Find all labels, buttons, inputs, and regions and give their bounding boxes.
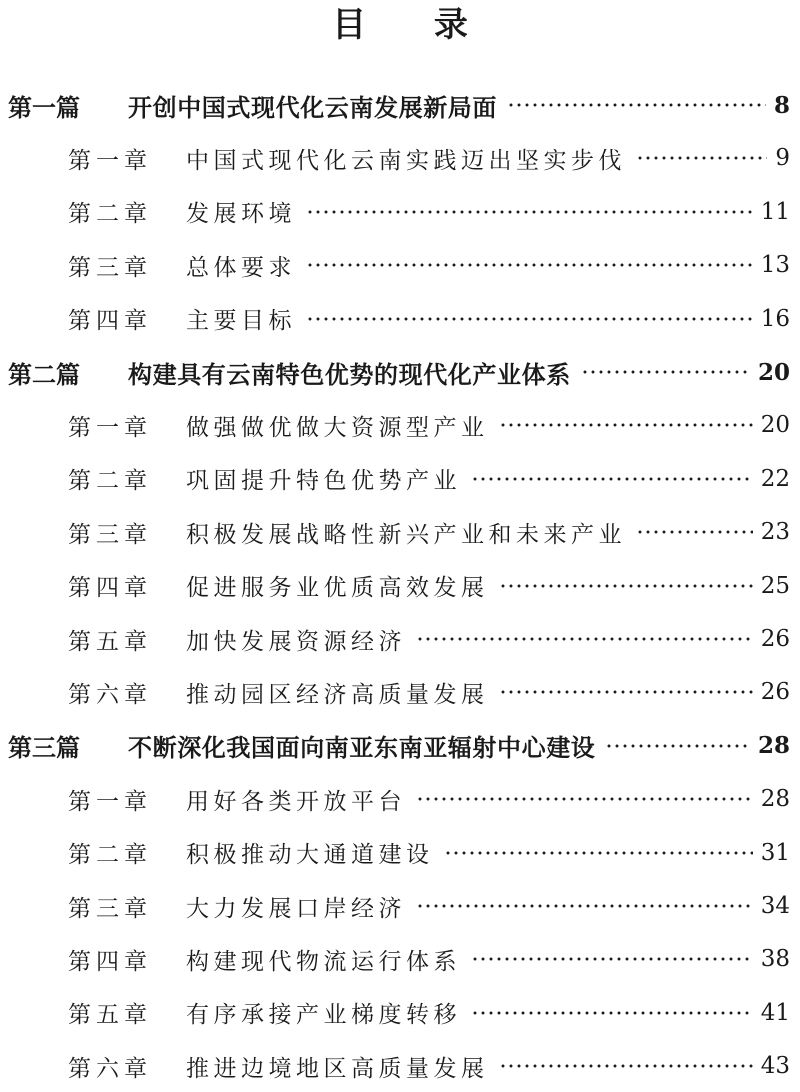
toc-entry-label [0, 302, 296, 335]
toc-entry-number: 第四章 [68, 948, 152, 975]
toc-entry-number: 第二章 [68, 468, 152, 495]
toc-entry-number: 第五章 [68, 1002, 152, 1029]
toc-page-number: 20 [757, 358, 790, 386]
toc-entry-label [0, 409, 489, 442]
toc-entry-label [0, 88, 497, 123]
toc-entry-number: 第二章 [68, 842, 152, 869]
toc-page-number: 22 [760, 465, 790, 492]
toc-page-number: 28 [757, 732, 790, 760]
toc-entry-number: 第三章 [68, 521, 152, 548]
toc-entry-title: 主要目标 [186, 308, 296, 335]
toc-entry-title: 构建现代物流运行体系 [186, 948, 461, 975]
toc-chapter-entry[interactable] [0, 560, 790, 612]
toc-page-number: 8 [773, 91, 790, 119]
toc-page-number: 43 [760, 1053, 790, 1080]
toc-entry-number: 第一章 [68, 147, 152, 174]
toc-chapter-entry[interactable] [0, 186, 790, 238]
toc-entry-title: 推动园区经济高质量发展 [186, 681, 489, 708]
dot-leader [471, 956, 753, 962]
toc-chapter-entry[interactable] [0, 399, 790, 451]
dot-leader [416, 796, 753, 802]
dot-leader [416, 636, 753, 642]
toc-page-number: 34 [760, 893, 790, 919]
toc-entry-title: 加快发展资源经济 [186, 628, 406, 655]
toc-entry-title: 中国式现代化云南实践迈出坚实步伐 [186, 147, 626, 174]
dot-leader [636, 529, 753, 535]
toc-chapter-entry[interactable] [0, 666, 790, 718]
toc-page-number: 26 [760, 626, 790, 652]
toc-entry-title: 用好各类开放平台 [186, 788, 406, 815]
toc-page-number: 25 [760, 572, 790, 599]
toc-page-number: 16 [760, 305, 790, 332]
toc-page-number: 41 [760, 999, 790, 1026]
toc-page-number: 9 [775, 145, 790, 172]
toc-entry-title: 构建具有云南特色优势的现代化产业体系 [128, 360, 571, 389]
toc-entry-label [0, 249, 296, 282]
toc-entry-label [0, 783, 406, 816]
toc-chapter-entry[interactable] [0, 239, 790, 291]
dot-leader [581, 369, 750, 375]
toc-entry-number: 第一章 [68, 788, 152, 815]
toc-entry-title: 做强做优做大资源型产业 [186, 414, 489, 441]
toc-entry-title: 不断深化我国面向南亚东南亚辐射中心建设 [128, 734, 596, 763]
dot-leader [306, 316, 753, 322]
toc-entry-number: 第一篇 [8, 93, 80, 122]
toc-entry-title: 开创中国式现代化云南发展新局面 [128, 93, 497, 122]
toc-entry-title: 有序承接产业梯度转移 [186, 1002, 461, 1029]
dot-leader [471, 1010, 753, 1016]
toc-page-number: 20 [760, 412, 790, 439]
toc-page-number: 38 [760, 946, 790, 973]
toc-chapter-entry[interactable] [0, 773, 790, 825]
toc-entry-title: 促进服务业优质高效发展 [186, 575, 489, 602]
toc-entry-number: 第一章 [68, 414, 152, 441]
toc-entry-label [0, 836, 434, 869]
toc-entry-number: 第二篇 [8, 360, 80, 389]
toc-entry-label [0, 996, 461, 1029]
toc-chapter-entry[interactable] [0, 506, 790, 558]
toc-chapter-entry[interactable] [0, 987, 790, 1039]
toc-entry-title: 发展环境 [186, 201, 296, 228]
toc-entry-label [0, 623, 406, 656]
toc-entry-number: 第四章 [68, 308, 152, 335]
toc-entry-label [0, 142, 626, 175]
toc-chapter-entry[interactable] [0, 880, 790, 932]
dot-leader [499, 689, 753, 695]
toc-entry-title: 总体要求 [186, 254, 296, 281]
toc-entry-number: 第六章 [68, 681, 152, 708]
toc-chapter-entry[interactable] [0, 293, 790, 345]
dot-leader [507, 102, 766, 108]
toc-entry-label [0, 516, 626, 549]
dot-leader [636, 155, 767, 161]
dot-leader [499, 583, 753, 589]
dot-leader [471, 476, 753, 482]
toc-page-number: 26 [760, 679, 790, 706]
toc-page-number: 13 [760, 252, 790, 279]
toc-chapter-entry[interactable] [0, 827, 790, 879]
toc-entry-title: 推进边境地区高质量发展 [186, 1055, 489, 1082]
toc-entry-label [0, 1050, 489, 1083]
toc-entry-title: 大力发展口岸经济 [186, 895, 406, 922]
page-title: 目 录 [332, 5, 496, 45]
toc-chapter-entry[interactable] [0, 453, 790, 505]
dot-leader [306, 209, 753, 215]
dot-leader [499, 1063, 753, 1069]
toc-chapter-entry[interactable] [0, 933, 790, 985]
toc-entry-number: 第四章 [68, 575, 152, 602]
dot-leader [605, 743, 750, 749]
toc-entry-number: 第五章 [68, 628, 152, 655]
dot-leader [416, 903, 753, 909]
toc-entry-label [0, 676, 489, 709]
toc-entry-number: 第三章 [68, 254, 152, 281]
toc-chapter-entry[interactable] [0, 1040, 790, 1092]
toc-entry-label [0, 355, 571, 390]
toc-entry-label [0, 943, 461, 976]
toc-entry-title: 积极发展战略性新兴产业和未来产业 [186, 521, 626, 548]
toc-entry-number: 第三章 [68, 895, 152, 922]
toc-part-entry[interactable] [0, 720, 790, 772]
toc-part-entry[interactable] [0, 346, 790, 398]
toc-entry-number: 第六章 [68, 1055, 152, 1082]
toc-entry-label [0, 728, 595, 763]
toc-entry-label [0, 195, 296, 228]
toc-chapter-entry[interactable] [0, 132, 790, 184]
toc-page-number: 11 [760, 198, 790, 225]
toc-chapter-entry[interactable] [0, 613, 790, 665]
toc-entry-title: 积极推动大通道建设 [186, 842, 434, 869]
toc-entry-number: 第二章 [68, 201, 152, 228]
toc-entry-label [0, 569, 489, 602]
toc-entry-title: 巩固提升特色优势产业 [186, 468, 461, 495]
toc-entry-label [0, 462, 461, 495]
toc-page-number: 31 [760, 839, 790, 866]
toc-page-number: 23 [760, 519, 790, 546]
toc-part-entry[interactable] [0, 79, 790, 131]
toc-entry-number: 第三篇 [8, 734, 80, 763]
dot-leader [306, 262, 753, 268]
toc-entry-label [0, 890, 406, 923]
dot-leader [444, 850, 753, 856]
toc-page-number: 28 [760, 786, 790, 813]
dot-leader [499, 422, 753, 428]
